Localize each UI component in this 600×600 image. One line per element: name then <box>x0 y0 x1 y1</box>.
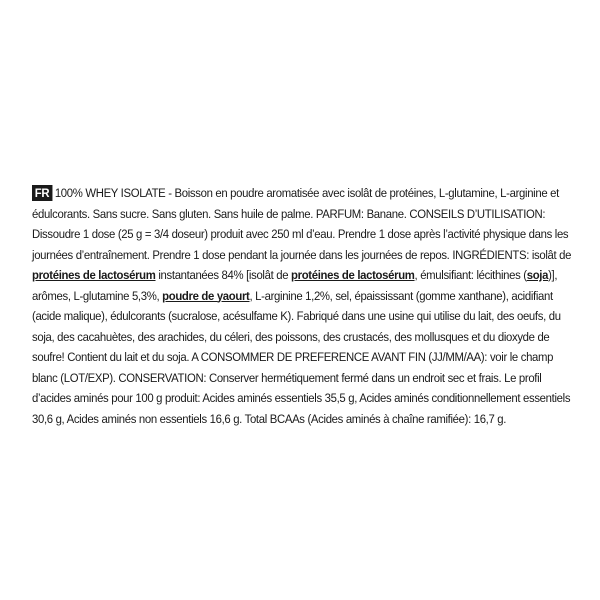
allergen-whey-protein: protéines de lactosérum <box>32 268 156 282</box>
text-segment: , émulsifiant: lécithines ( <box>414 268 527 282</box>
text-segment: , L-arginine 1,2%, sel, épaississant (gomme xanthane), acidifiant (acide malique), édulcorants (sucralose, acésulfame K). Fabriqué dans une usine qui utilise du lait, des oeufs, du soja, des cacahuètes, des arachides, du céleri, des poissons, des crustacés, des mollusques et du dioxyde de soufre! Contient du lait et du soja. A CONSOMMER DE PREFERENCE AVANT FIN (JJ/MM/AA): voir le champ blanc (LOT/EXP). CONSERVATION: Conserver hermétiquement fermé dans un endroit sec et frais. Le profil d’acides aminés pour 100 g produit: Acides aminés essentiels 35,5 g, Acides aminés conditionnellement essentiels 30,6 g, Acides aminés non essentiels 16,6 g. Total BCAAs (Acides aminés à chaîne ramifiée): 16,7 g. <box>32 288 571 426</box>
text-segment: )], arômes, L-glutamine 5,3%, <box>32 268 558 303</box>
text-segment: 100% WHEY ISOLATE - Boisson en poudre aromatisée avec isolât de protéines, L-glutamine, L-arginine et édulcorants. Sans sucre. Sans gluten. Sans huile de palme. PARFUM: Banane. CONSEILS D’UTILISATION: Dissoudre 1 dose (25 g = 3/4 doseur) produit avec 250 ml d’eau. Prendre 1 dose après l’activité physique dans les journées d’entraînement. Prendre 1 dose pendant la journée dans les journées de repos. INGRÉDIENTS: isolât de <box>32 186 572 262</box>
allergen-whey-protein: protéines de lactosérum <box>291 268 415 282</box>
allergen-yogurt-powder: poudre de yaourt <box>162 288 250 303</box>
allergen-soy: soja <box>526 268 549 282</box>
ingredients-text <box>32 183 572 429</box>
language-badge: FR <box>32 185 52 201</box>
text-segment: instantanées 84% [isolât de <box>155 268 292 282</box>
